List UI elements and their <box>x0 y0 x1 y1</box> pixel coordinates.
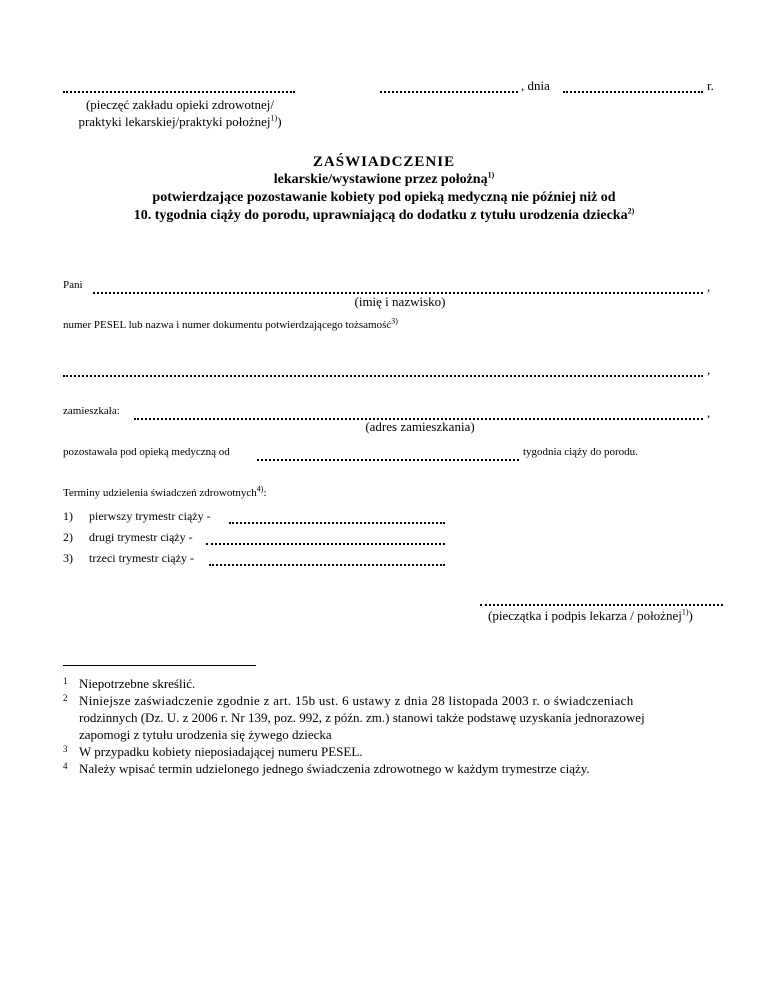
title-line2-text: lekarskie/wystawione przez położną <box>273 172 488 187</box>
stamp-caption-close: ) <box>277 114 282 129</box>
footnote-2-num: 2 <box>63 693 68 703</box>
trimester-2-num: 2) <box>63 530 73 544</box>
stamp-caption-line2: praktyki lekarskiej/praktyki położnej <box>78 114 271 129</box>
name-caption: (imię i nazwisko) <box>354 294 446 309</box>
name-comma: , <box>707 279 711 294</box>
title-line3: potwierdzające pozostawanie kobiety pod opieką medyczną nie później niż od <box>152 190 616 205</box>
terms-label <box>63 484 267 499</box>
signature-caption-text: (pieczątka i podpis lekarza / położnej <box>488 608 682 623</box>
signature-field[interactable] <box>480 604 723 606</box>
trimester-3-field[interactable] <box>209 564 445 566</box>
care-week-field[interactable] <box>257 459 519 461</box>
footnote-4-line1: Należy wpisać termin udzielonego jednego świadczenia zdrowotnego w każdym trymestrze ciąży. <box>79 761 590 776</box>
terms-sup: 4) <box>256 484 264 494</box>
document-title: ZAŚWIADCZENIE <box>312 154 456 170</box>
terms-colon: : <box>263 487 267 499</box>
pani-label: Pani <box>63 279 83 291</box>
trimester-1-label: pierwszy trymestr ciąży - <box>89 509 211 523</box>
title-line4-text: 10. tygodnia ciąży do porodu, uprawniającą do dodatku z tytułu urodzenia dziecka <box>133 208 628 223</box>
footnote-1-num: 1 <box>63 676 68 686</box>
pesel-label-text: numer PESEL lub nazwa i numer dokumentu potwierdzającego tożsamość <box>63 319 392 331</box>
address-caption: (adres zamieszkania) <box>365 419 475 434</box>
place-field[interactable] <box>380 91 518 93</box>
footnote-1-line1: Niepotrzebne skreślić. <box>79 676 196 691</box>
trimester-3-num: 3) <box>63 551 73 565</box>
stamp-field[interactable] <box>63 91 295 93</box>
pesel-label <box>63 316 398 331</box>
terms-label-text: Terminy udzielenia świadczeń zdrowotnych <box>63 487 257 499</box>
stamp-caption-line1: (pieczęć zakładu opieki zdrowotnej/ <box>85 97 275 112</box>
trimester-3-label: trzeci trymestr ciąży - <box>89 551 194 565</box>
signature-sup: 1) <box>681 607 689 617</box>
trimester-2-label: drugi trymestr ciąży - <box>89 530 193 544</box>
year-suffix: r. <box>707 78 714 93</box>
title-line2-sup: 1) <box>487 170 495 180</box>
footnote-2-line1: Niniejsze zaświadczenie zgodnie z art. 15b ust. 6 ustawy z dnia 28 listopada 2003 r. o świadczeniach <box>79 693 634 708</box>
trimester-2-field[interactable] <box>206 543 445 545</box>
stamp-caption-sup: 1) <box>270 113 278 123</box>
title-line4-sup: 2) <box>627 206 635 216</box>
footnote-separator <box>63 665 256 666</box>
care-suffix: tygodnia ciąży do porodu. <box>523 446 638 458</box>
date-field[interactable] <box>563 91 703 93</box>
signature-caption <box>488 608 693 624</box>
stamp-caption <box>60 96 300 130</box>
footnote-4-num: 4 <box>63 761 68 771</box>
trimester-1-num: 1) <box>63 509 73 523</box>
footnote-2-line3: zapomogi z tytułu urodzenia się żywego dziecka <box>79 727 332 742</box>
pesel-field[interactable] <box>63 375 703 377</box>
title-line4 <box>0 208 768 224</box>
care-label: pozostawała pod opieką medyczną od <box>63 446 230 458</box>
address-comma: , <box>707 405 711 420</box>
footnote-2-line2: rodzinnych (Dz. U. z 2006 r. Nr 139, poz. 992, z późn. zm.) stanowi także podstawę uzyskania jednorazowej <box>79 710 645 725</box>
title-line2 <box>0 172 768 188</box>
signature-caption-close: ) <box>688 608 693 623</box>
footnote-3-line1: W przypadku kobiety nieposiadającej numeru PESEL. <box>79 744 363 759</box>
footnote-3-num: 3 <box>63 744 68 754</box>
address-label: zamieszkała: <box>63 405 120 417</box>
pesel-sup: 3) <box>391 316 398 326</box>
pesel-comma: , <box>707 362 711 377</box>
comma-dnia: , dnia <box>521 78 550 93</box>
trimester-1-field[interactable] <box>229 522 445 524</box>
